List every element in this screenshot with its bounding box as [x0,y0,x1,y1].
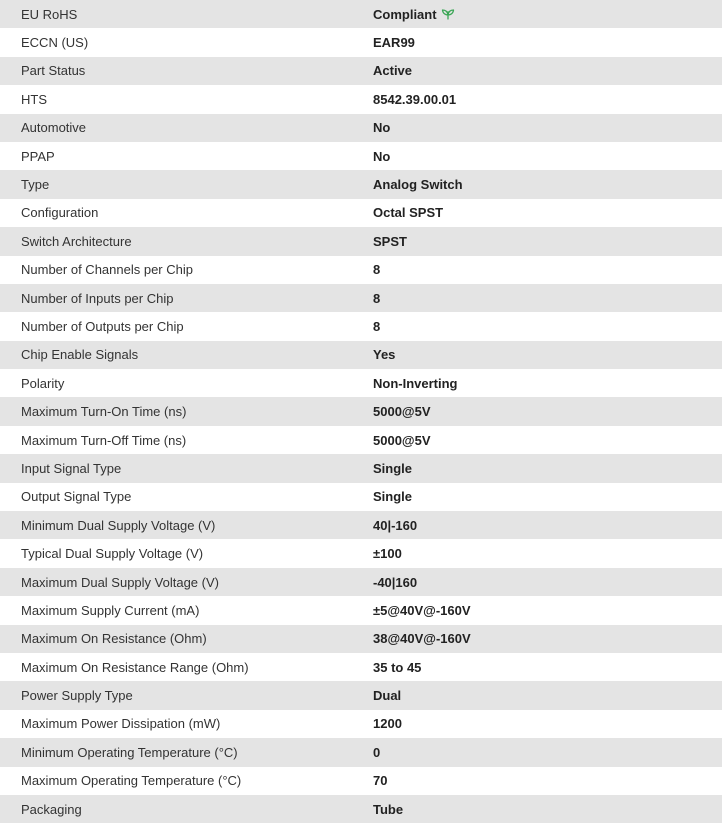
spec-label: Output Signal Type [21,489,132,505]
spec-row [0,767,722,795]
spec-row [0,483,722,511]
spec-label: Maximum Power Dissipation (mW) [21,716,221,732]
spec-row [0,284,722,312]
spec-value-text: Compliant [373,6,437,22]
spec-value: Tube [373,801,404,817]
spec-row [0,227,722,255]
spec-row [0,454,722,482]
spec-value: Active [373,63,413,79]
spec-label: Maximum Turn-Off Time (ns) [21,432,187,448]
spec-label: Type [21,177,50,193]
spec-value: 1200 [373,716,402,732]
spec-label: Maximum Operating Temperature (°C) [21,773,242,789]
spec-value: 5000@5V [373,404,431,420]
spec-label: PPAP [21,148,55,164]
spec-value: 70 [373,773,388,789]
spec-row-eu-rohs [0,0,722,28]
spec-row [0,312,722,340]
spec-value: ±100 [373,546,402,562]
spec-label: HTS [21,91,47,107]
spec-label: Power Supply Type [21,688,133,704]
spec-value: Octal SPST [373,205,444,221]
spec-value: 40|-160 [373,517,418,533]
spec-row [0,85,722,113]
spec-row [0,710,722,738]
spec-value: Non-Inverting [373,375,458,391]
spec-label: Number of Channels per Chip [21,262,193,278]
spec-row [0,170,722,198]
spec-value: Single [373,489,413,505]
spec-row [0,596,722,624]
spec-value: EAR99 [373,35,415,51]
spec-value: 8542.39.00.01 [373,91,457,107]
spec-row [0,625,722,653]
spec-value: Analog Switch [373,177,463,193]
spec-value: Yes [373,347,396,363]
spec-value: 8 [373,318,381,334]
spec-row [0,28,722,56]
spec-value: SPST [373,233,407,249]
spec-label: Minimum Operating Temperature (°C) [21,744,238,760]
spec-label: Number of Outputs per Chip [21,318,184,334]
spec-label: ECCN (US) [21,35,89,51]
spec-label: Automotive [21,120,87,136]
spec-row [0,57,722,85]
spec-row [0,681,722,709]
spec-value: 5000@5V [373,432,431,448]
spec-label: Part Status [21,63,86,79]
spec-label: Maximum Turn-On Time (ns) [21,404,187,420]
spec-row [0,738,722,766]
spec-label: Maximum Dual Supply Voltage (V) [21,574,219,590]
spec-row [0,114,722,142]
spec-value: Dual [373,688,402,704]
spec-value: ±5@40V@-160V [373,602,471,618]
spec-row [0,256,722,284]
spec-label: Number of Inputs per Chip [21,290,174,306]
spec-row [0,568,722,596]
leaf-icon [441,8,455,20]
spec-value [373,0,722,28]
spec-row [0,511,722,539]
spec-label: Typical Dual Supply Voltage (V) [21,546,204,562]
spec-row [0,369,722,397]
spec-value: No [373,148,391,164]
spec-label: Minimum Dual Supply Voltage (V) [21,517,216,533]
spec-row [0,341,722,369]
spec-value: 8 [373,290,381,306]
spec-label: Maximum On Resistance Range (Ohm) [21,659,249,675]
spec-row [0,199,722,227]
spec-value: 0 [373,744,381,760]
spec-label: Input Signal Type [21,460,122,476]
spec-value: Single [373,460,413,476]
spec-row [0,142,722,170]
spec-label: Maximum On Resistance (Ohm) [21,631,207,647]
spec-row [0,539,722,567]
spec-value: 35 to 45 [373,659,422,675]
spec-label: Maximum Supply Current (mA) [21,602,200,618]
spec-label: Configuration [21,205,99,221]
spec-value: -40|160 [373,574,418,590]
spec-label: EU RoHS [21,6,78,22]
spec-label: Packaging [21,801,82,817]
spec-value: 38@40V@-160V [373,631,471,647]
spec-label: Polarity [21,375,65,391]
spec-row [0,426,722,454]
spec-label: Switch Architecture [21,233,132,249]
spec-value: 8 [373,262,381,278]
spec-row [0,653,722,681]
spec-value: No [373,120,391,136]
spec-row [0,397,722,425]
spec-label: Chip Enable Signals [21,347,139,363]
spec-row [0,795,722,823]
